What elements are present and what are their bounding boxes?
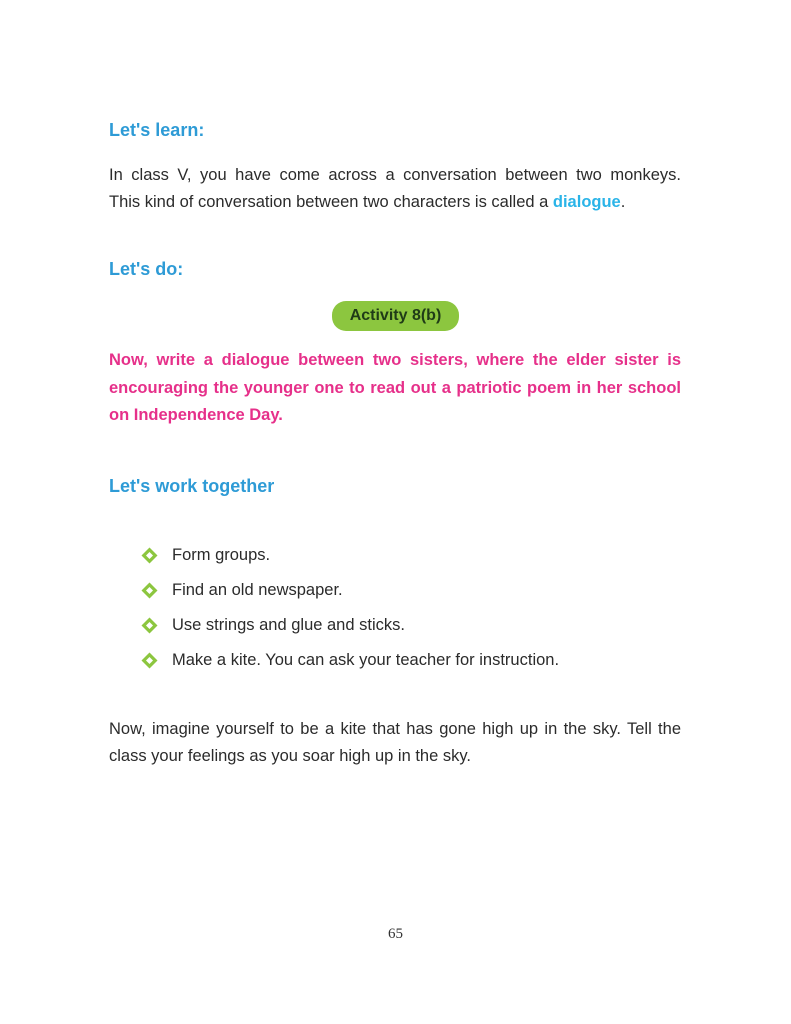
learn-line-2-period: . bbox=[620, 193, 626, 211]
list-item-text: Use strings and glue and sticks. bbox=[172, 615, 405, 634]
bullet-list bbox=[141, 545, 559, 670]
dialogue-term: dialogue bbox=[552, 193, 621, 211]
lets-work-together-heading: Let's work together bbox=[109, 476, 275, 496]
list-item bbox=[141, 615, 559, 635]
lets-do-heading: Let's do: bbox=[109, 259, 184, 279]
learn-line-2-text: This kind of conversation between two characters is called a bbox=[109, 193, 553, 211]
instruction-line-1: Now, write a dialogue between two sisters, where the elder sister is bbox=[109, 351, 681, 369]
closing-paragraph bbox=[109, 716, 681, 770]
list-item-text: Find an old newspaper. bbox=[172, 580, 343, 599]
lets-learn-heading: Let's learn: bbox=[109, 120, 205, 140]
instruction-line-3: on Independence Day. bbox=[109, 406, 283, 424]
list-item-text: Form groups. bbox=[172, 545, 271, 564]
activity-badge: Activity 8(b) bbox=[332, 301, 459, 331]
learn-line-1: In class V, you have come across a conversation between two monkeys. bbox=[109, 166, 681, 184]
list-item-text: Make a kite. You can ask your teacher for instruction. bbox=[172, 650, 560, 669]
diamond-bullet-icon bbox=[141, 617, 158, 634]
learn-paragraph bbox=[109, 162, 681, 216]
list-item bbox=[141, 545, 559, 565]
instruction-line-2: encouraging the younger one to read out a patriotic poem in her school bbox=[109, 378, 681, 397]
closing-line-2: class your feelings as you soar high up in the sky. bbox=[109, 747, 471, 765]
closing-line-1: Now, imagine yourself to be a kite that has gone high up in the sky. Tell the bbox=[109, 720, 681, 738]
diamond-bullet-icon bbox=[141, 582, 158, 599]
list-item bbox=[141, 580, 559, 600]
diamond-bullet-icon bbox=[141, 652, 158, 669]
diamond-bullet-icon bbox=[141, 547, 158, 564]
list-item bbox=[141, 650, 559, 670]
learn-line-2 bbox=[109, 189, 681, 216]
activity-instruction bbox=[109, 347, 681, 430]
page-number: 65 bbox=[388, 926, 403, 942]
